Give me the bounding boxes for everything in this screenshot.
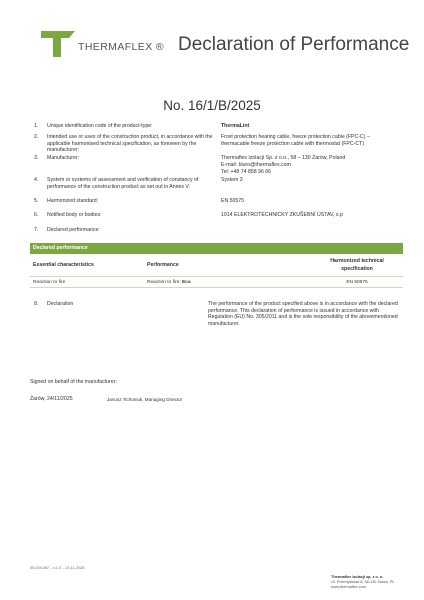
signed-on-behalf: Signed on behalf of the manufacturer: [30,379,117,385]
cell-spec: EN 50575 [346,280,368,285]
item-6-value: 1014 ELEKTROTECHNICKÝ ZKUŠEBNÍ ÚSTAV, s.p [221,212,343,218]
signature-place-date: Żarów, 24/11/2025 [30,396,73,402]
item-3-label: Manufacturer: [47,155,80,161]
col-harmonized-spec [317,258,397,272]
item-8-number: 8. [34,301,39,307]
item-1-value: ThermaLint [221,123,250,129]
manufacturer-phone: Tel: +48 74 858 96 66 [221,169,272,175]
item-6-number: 6. [34,212,39,218]
col-harmonized-spec-line2: specification [341,266,373,272]
footer-address: Ul. Przemysłowa 8, 58-130 Żarów, PL [331,580,395,584]
brand-name: THERMAFLEX ® [78,41,165,53]
footer-company: Thermaflex Izolacji sp. z o. o. [331,575,384,579]
item-1-number: 1. [34,123,39,129]
footer-company-block [331,575,411,590]
declaration-number: No. 16/1/B/2025 [163,98,261,113]
cell-characteristic: Reaction to fire [33,280,66,285]
cell-performance-value: Eca [181,280,191,285]
thermaflex-logo-icon [41,31,75,57]
declaration-text: The performance of the product specified above is in accordance with the declared performance. This declaration of performance is issued in accordance with Regulation (EU) No. 305/2011 and is the sole responsibility of the abovementioned manufacturer. [208,301,398,327]
page-title: Declaration of Performance [178,34,410,55]
col-harmonized-spec-line1: Harmonized technical [330,258,384,264]
col-performance: Performance [147,262,179,268]
item-5-label: Harmonized standard: [47,198,99,204]
col-essential-characteristics: Essential characteristics [33,262,94,268]
cell-performance [147,280,191,285]
table-header-row [30,254,403,277]
item-2-number: 2. [34,134,39,140]
document-reference: 00.025.087 – v.1.0 – 24.11.2025 [30,566,85,570]
table-title-bar: Declared performance [30,243,403,254]
item-2-value: Frost protection heating cable, freeze protection cable (FPC-C) – thermacable freeze protection cable with thermostat (FPC-CT) [221,134,370,147]
manufacturer-address: Thermaflex Izolacji Sp. z o.o., 58 – 130 Żarów, Poland [221,155,346,161]
item-4-value: System 3 [221,177,243,183]
footer-web: www.thermaflex.com [331,585,367,589]
item-4-label: System or systems of assessment and verification of constancy of performance of the construction product as set out in Annex V: [47,177,199,190]
item-2-label: Intended use or uses of the construction product, in accordance with the applicable harmonised technical specification, as foreseen by the manufacturer: [47,134,213,154]
item-7-number: 7. [34,227,39,233]
table-row [30,277,403,288]
item-6-label: Notified body or bodies: [47,212,102,218]
cell-performance-label: Reaction to fire: [147,280,181,285]
item-5-value: EN 50575 [221,198,245,204]
manufacturer-email: E-mail: biuro@thermaflex.com [221,162,291,168]
item-3-number: 3. [34,155,39,161]
declaration-label: Declaration [47,301,74,307]
item-7-label: Declared performance: [47,227,100,233]
item-1-label: Unique identification code of the product-type: [47,123,153,129]
item-5-number: 5. [34,198,39,204]
signatory-name: Janusz Tichoniuk, Managing Director [107,397,183,402]
item-4-number: 4. [34,177,39,183]
